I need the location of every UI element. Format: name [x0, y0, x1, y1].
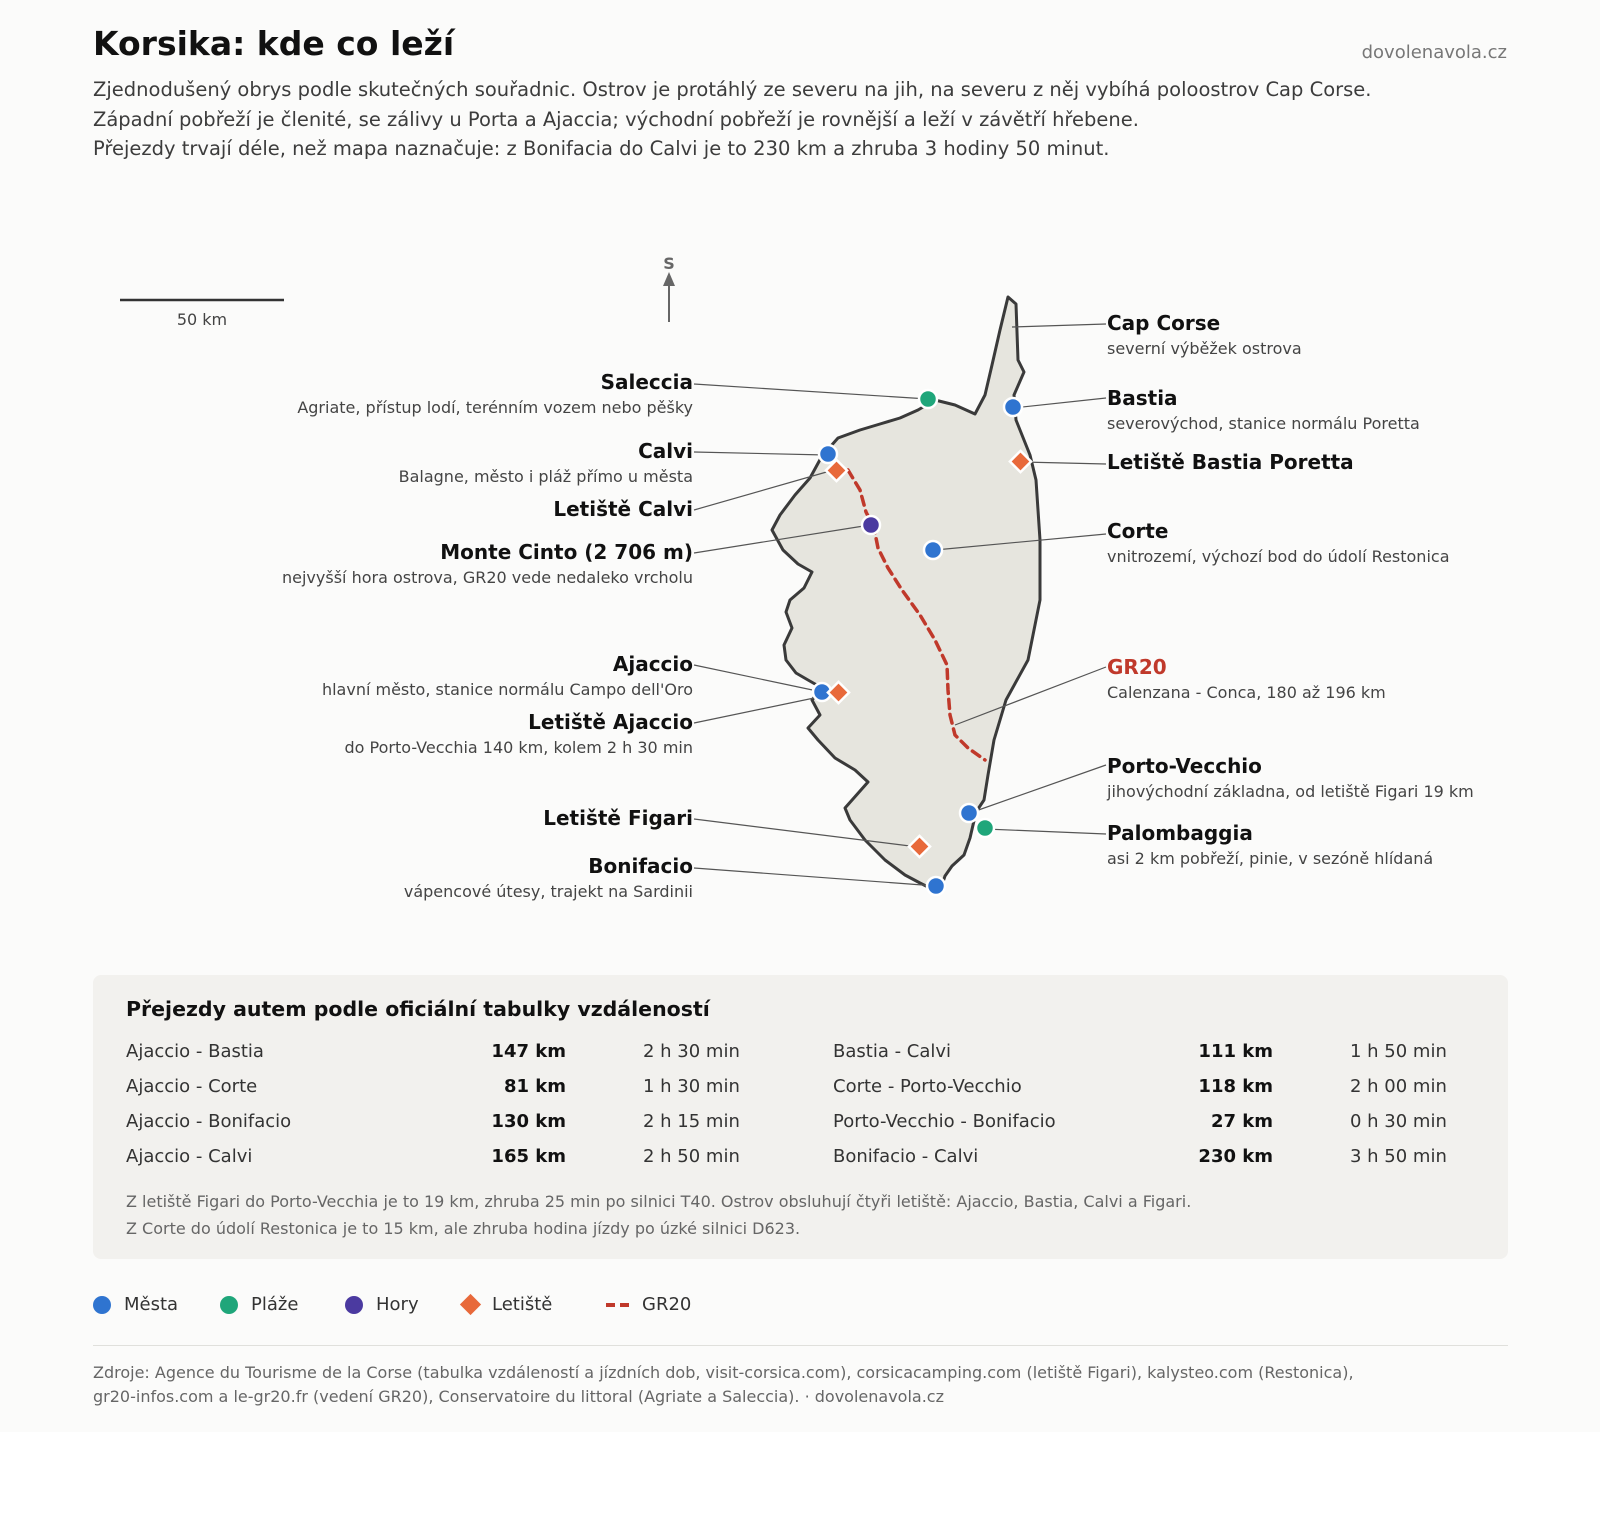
corte-desc: vnitrozemí, výchozí bod do údolí Restonica: [1107, 547, 1450, 566]
bastia-label: Bastia: [1107, 386, 1178, 410]
gr20-label: GR20: [1107, 655, 1167, 679]
page-title: Korsika: kde co leží: [93, 24, 455, 63]
route-distance: 118 km: [1198, 1076, 1273, 1097]
north-label: S: [663, 254, 675, 273]
note-line: Z letiště Figari do Porto-Vecchia je to 19 km, zhruba 25 min po silnici T40. Ostrov obsluhují čtyři letiště: Ajaccio, Bastia, Calvi a Figari.: [126, 1192, 1192, 1211]
gr20-desc: Calenzana - Conca, 180 až 196 km: [1107, 683, 1386, 702]
monte-cinto-desc: nejvyšší hora ostrova, GR20 vede nedaleko vrcholu: [282, 568, 693, 587]
routes-notes: [126, 1189, 1191, 1242]
route-name: Ajaccio - Bastia: [126, 1041, 264, 1062]
legend-item-airports: [460, 1294, 552, 1315]
cap-corse-desc: severní výběžek ostrova: [1107, 339, 1302, 358]
route-row: [833, 1146, 1473, 1181]
bastia-marker[interactable]: [1004, 398, 1022, 416]
route-time: 2 h 00 min: [1350, 1076, 1447, 1097]
route-distance: 230 km: [1198, 1146, 1273, 1167]
corte-marker[interactable]: [924, 541, 942, 559]
sources: [93, 1361, 1513, 1409]
legend-label: GR20: [642, 1294, 692, 1315]
route-distance: 27 km: [1210, 1111, 1273, 1132]
route-name: Corte - Porto-Vecchio: [833, 1076, 1022, 1097]
saleccia-label: Saleccia: [600, 370, 693, 394]
route-time: 0 h 30 min: [1350, 1111, 1447, 1132]
route-name: Ajaccio - Calvi: [126, 1146, 253, 1167]
monte-cinto-label: Monte Cinto (2 706 m): [440, 540, 693, 564]
route-time: 1 h 50 min: [1350, 1041, 1447, 1062]
brand-label: dovolenavola.cz: [1361, 42, 1507, 63]
legend-item-cities: [93, 1294, 178, 1315]
beach-dot-icon: [220, 1296, 238, 1314]
intro-line: Přejezdy trvají déle, než mapa naznačuje: z Bonifacia do Calvi je to 230 km a zhruba 3 hodiny 50 minut.: [93, 137, 1110, 160]
calvi-desc: Balagne, město i pláž přímo u města: [398, 467, 693, 486]
ajaccio-label: Ajaccio: [612, 652, 693, 676]
legend-label: Města: [124, 1294, 179, 1315]
route-row: [126, 1111, 766, 1146]
route-distance: 165 km: [491, 1146, 566, 1167]
legend-item-mountains: [345, 1294, 419, 1315]
route-name: Bastia - Calvi: [833, 1041, 952, 1062]
route-time: 2 h 30 min: [643, 1041, 740, 1062]
palombaggia-desc: asi 2 km pobřeží, pinie, v sezóně hlídaná: [1107, 849, 1434, 868]
sources-line: Zdroje: Agence du Tourisme de la Corse (tabulka vzdáleností a jízdních dob, visit-corsica.com), corsicacamping.com (letiště Figari), kalysteo.com (Restonica),: [93, 1363, 1354, 1382]
porto-vecchio-desc: jihovýchodní základna, od letiště Figari 19 km: [1107, 782, 1474, 801]
city-dot-icon: [93, 1296, 111, 1314]
porto-vecchio-marker[interactable]: [960, 804, 978, 822]
legend-label: Letiště: [492, 1294, 553, 1315]
route-name: Bonifacio - Calvi: [833, 1146, 979, 1167]
route-row: [833, 1076, 1473, 1111]
route-row: [126, 1041, 766, 1076]
note-line: Z Corte do údolí Restonica je to 15 km, ale zhruba hodina jízdy po úzké silnici D623.: [126, 1218, 801, 1238]
mountain-dot-icon: [345, 1296, 363, 1314]
porto-vecchio-label: Porto-Vecchio: [1107, 754, 1262, 778]
routes-title: Přejezdy autem podle oficiální tabulky vzdáleností: [126, 997, 710, 1021]
route-time: 2 h 15 min: [643, 1111, 740, 1132]
letiste-ajaccio-label: Letiště Ajaccio: [528, 710, 693, 734]
intro-line: Západní pobřeží je členité, se zálivy u Porta a Ajaccia; východní pobřeží je rovnější a leží v závětří hřebene.: [93, 107, 1139, 131]
divider: [93, 1345, 1508, 1346]
bonifacio-label: Bonifacio: [588, 854, 693, 878]
route-name: Porto-Vecchio - Bonifacio: [833, 1111, 1056, 1132]
bonifacio-desc: vápencové útesy, trajekt na Sardinii: [403, 882, 693, 901]
route-distance: 81 km: [503, 1076, 566, 1097]
route-row: [833, 1111, 1473, 1146]
corte-label: Corte: [1107, 519, 1169, 543]
airport-diamond-icon: [460, 1294, 481, 1315]
route-distance: 130 km: [491, 1111, 566, 1132]
route-row: [126, 1146, 766, 1181]
legend-label: Pláže: [251, 1294, 299, 1315]
calvi-label: Calvi: [638, 439, 693, 463]
scale-label: 50 km: [176, 310, 228, 329]
routes-panel: [93, 975, 1508, 1259]
route-time: 2 h 50 min: [643, 1146, 740, 1167]
saleccia-marker[interactable]: [919, 390, 937, 408]
north-arrow-icon: [663, 272, 675, 322]
calvi-marker[interactable]: [819, 445, 837, 463]
monte-cinto-marker[interactable]: [862, 516, 880, 534]
palombaggia-label: Palombaggia: [1107, 821, 1253, 845]
bastia-desc: severovýchod, stanice normálu Poretta: [1107, 414, 1420, 433]
letiste-bastia-label: Letiště Bastia Poretta: [1107, 450, 1354, 474]
legend-item-beaches: [220, 1294, 298, 1315]
route-row: [126, 1076, 766, 1111]
route-distance: 147 km: [491, 1041, 566, 1062]
palombaggia-marker[interactable]: [976, 819, 994, 837]
letiste-ajaccio-desc: do Porto-Vecchia 140 km, kolem 2 h 30 min: [344, 738, 693, 757]
route-row: [833, 1041, 1473, 1076]
ajaccio-desc: hlavní město, stanice normálu Campo dell'Oro: [321, 680, 693, 699]
routes-column-left: [126, 1041, 766, 1181]
route-time: 3 h 50 min: [1350, 1146, 1447, 1167]
route-time: 1 h 30 min: [643, 1076, 740, 1097]
letiste-figari-label: Letiště Figari: [543, 806, 693, 830]
route-name: Ajaccio - Corte: [126, 1076, 258, 1097]
legend-label: Hory: [376, 1294, 419, 1315]
cap-corse-label: Cap Corse: [1107, 311, 1221, 335]
trail-dash-icon: [606, 1303, 630, 1307]
routes-column-right: [833, 1041, 1473, 1181]
route-distance: 111 km: [1198, 1041, 1273, 1062]
sources-line: gr20-infos.com a le-gr20.fr (vedení GR20), Conservatoire du littoral (Agriate a Saleccia). · dovolenavola.cz: [93, 1387, 944, 1406]
legend-item-gr20: [606, 1294, 691, 1315]
bonifacio-marker[interactable]: [927, 877, 945, 895]
intro-line: Zjednodušený obrys podle skutečných souřadnic. Ostrov je protáhlý ze severu na jih, na severu z něj vybíhá poloostrov Cap Corse.: [93, 78, 1372, 101]
route-name: Ajaccio - Bonifacio: [126, 1111, 292, 1132]
saleccia-desc: Agriate, přístup lodí, terénním vozem nebo pěšky: [297, 398, 693, 417]
letiste-calvi-label: Letiště Calvi: [553, 497, 693, 521]
